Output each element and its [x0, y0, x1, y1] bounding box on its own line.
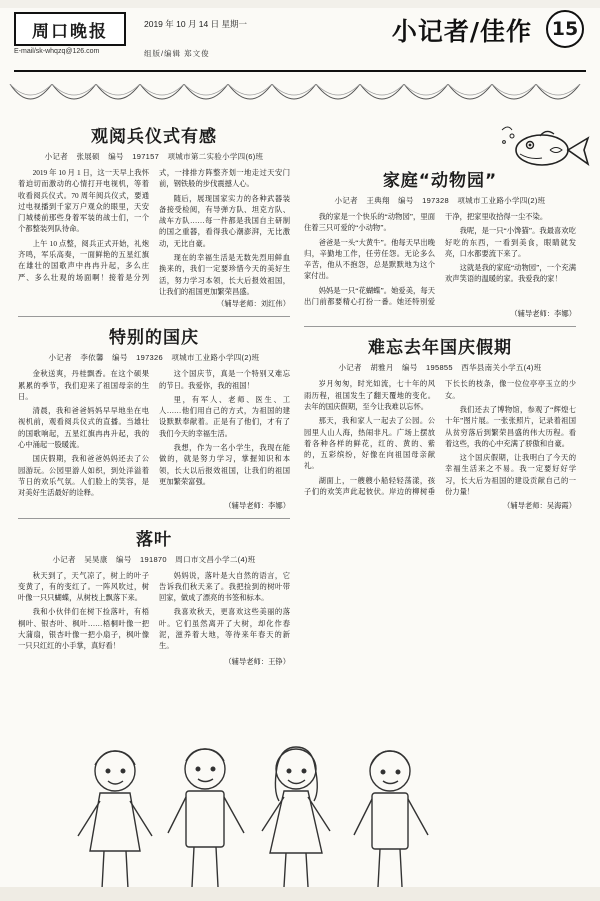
- paragraph: 现在的幸福生活是无数先烈用鲜血换来的，我们一定要珍惜今天的美好生活，努力学习本领，长大后报效祖国，让我们的祖国更加繁荣昌盛。: [159, 253, 290, 296]
- article-body: [18, 570, 290, 655]
- byline-number-label: 编号: [402, 363, 418, 373]
- byline-number: 195855: [426, 363, 453, 373]
- article-body: [18, 368, 290, 498]
- byline-school: 周口市文昌小学二(4)班: [175, 554, 256, 564]
- byline-school: 项城市工业路小学四(2)班: [457, 196, 546, 205]
- paragraph: 金秋送爽，丹桂飘香。在这个硕果累累的季节，我们迎来了祖国母亲的生日。: [18, 369, 149, 401]
- paragraph: 我想，作为一名小学生，我现在能做的，就是努力学习，掌握知识和本领，长大以后报效祖国，让我们的祖国更加繁荣富强。: [159, 443, 290, 486]
- byline-number-label: 编号: [112, 353, 128, 363]
- paragraph: 妈妈是一只“花蝴蝶”。她爱美，每天出门前都要精心打扮一番。她还特别爱干净，把家里收拾得一尘不染。: [304, 212, 548, 307]
- article-title: 落叶: [136, 529, 172, 550]
- byline-school: 项城市第二实验小学四(6)班: [167, 152, 264, 161]
- byline-name: 李依馨: [80, 353, 104, 363]
- article-3: [304, 166, 576, 319]
- paragraph: 这个国庆假期，让我明白了今天的幸福生活来之不易。我一定要好好学习，长大后为祖国的建设贡献自己的一份力量！: [445, 453, 576, 497]
- paragraph: 这个国庆节，真是一个特别又难忘的节日。我爱你，我的祖国！: [159, 369, 290, 390]
- article-tutor: （辅导老师：刘红伟）: [217, 299, 290, 309]
- article-tutor: （辅导老师：王铮）: [224, 656, 290, 666]
- byline-reporter-label: 小记者: [44, 152, 69, 161]
- article-1: [18, 323, 290, 510]
- byline-reporter-label: 小记者: [48, 353, 72, 363]
- paragraph: 国庆假期，我和爸爸妈妈还去了公园游玩。公园里游人如织，到处洋溢着节日的欢乐气氛。人们脸上的笑容，是对美好生活最好的诠释。: [18, 454, 149, 498]
- byline-name: 王典翔: [366, 196, 390, 205]
- byline-number-label: 编号: [108, 152, 124, 161]
- footer-band: [0, 887, 600, 901]
- article-title: 观阅兵仪式有感: [91, 127, 217, 147]
- byline-name: 吴昊康: [84, 554, 108, 564]
- byline-number-label: 编号: [116, 554, 132, 564]
- page-number: 15: [546, 10, 584, 48]
- left-column: [18, 116, 290, 671]
- paragraph: 那天，我和家人一起去了公园。公园里人山人海，热闹非凡。广场上摆放着各种各样的鲜花，红的、黄的、紫的，五彩缤纷，好像在向祖国母亲献礼。: [304, 416, 435, 471]
- newspaper-page: [0, 8, 600, 901]
- paragraph: 爸爸是一头“大黄牛”。他每天早出晚归，辛勤地工作，任劳任怨。无论多么辛苦，他从不抱怨，总是默默地为这个家付出。: [304, 237, 435, 281]
- article-title: 特别的国庆: [109, 328, 199, 349]
- paragraph: 我的家是一个快乐的“动物园”，里面住着三只可爱的“小动物”。: [304, 212, 435, 233]
- paragraph: 这就是我的家庭“动物园”，一个充满欢声笑语的温暖的家。我爱我的家！: [445, 263, 576, 284]
- article-body: [304, 211, 576, 307]
- paragraph: 随后，展现国家实力的各种武器装备接受检阅，有导弹方队、坦克方队、战车方队……每一件都是我国自主研制的国之重器，看得我心潮澎湃，无比激动，无比自豪。: [159, 193, 290, 248]
- paragraph: 清晨，我和爸爸妈妈早早地坐在电视机前，观看阅兵仪式的直播。当雄壮的国歌响起，五星红旗冉冉升起，我的心中涌起一股暖流。: [18, 406, 149, 450]
- byline-number: 197326: [136, 353, 163, 363]
- newspaper-logo: 周口晚报: [14, 12, 126, 46]
- paragraph: 2019 年 10 月 1 日，这一天早上我怀着迫切而激动的心情打开电视机，等着收看阅兵仪式。70 周年阅兵仪式，要通过电视播到千家万户观众的眼里，天安门城楼前那些身着军装的战士们，一个个都整装列队待命。: [18, 168, 149, 234]
- paragraph: 里，有军人、老师、医生、工人……他们用自己的方式，为祖国的建设默默奉献着。正是有了他们，才有了我们今天的幸福生活。: [159, 394, 290, 438]
- paragraph: 我呢，是一只“小馋猫”。我最喜欢吃好吃的东西，一看到美食，眼睛就发亮，口水都要流下来了。: [445, 226, 576, 258]
- article-byline: [18, 151, 290, 162]
- article-body: [304, 378, 576, 498]
- article-tutor: （辅导老师：李娜）: [510, 309, 576, 319]
- article-body: [18, 167, 290, 297]
- masthead: [14, 8, 586, 72]
- byline-number: 191870: [140, 554, 167, 564]
- byline-name: 胡雅月: [370, 363, 394, 373]
- article-title: 难忘去年国庆假期: [368, 338, 512, 359]
- paragraph: 我和小伙伴们在树下捡落叶，有梧桐叶、银杏叶、枫叶……梧桐叶像一把大蒲扇，银杏叶像一把小扇子，枫叶像一只只红红的小手掌，真好看！: [18, 607, 149, 651]
- article-byline: [18, 554, 290, 565]
- article-2: [18, 525, 290, 667]
- children-illustration: [0, 731, 600, 901]
- credits: 组版/编辑 郑文俊: [144, 49, 210, 58]
- dateline: 2019 年 10 月 14 日 星期一: [144, 19, 247, 29]
- paragraph: 妈妈说，落叶是大自然的语言，它告诉我们秋天来了。我把捡到的树叶带回家，做成了漂亮的书签和标本。: [159, 570, 290, 603]
- article-byline: [304, 362, 576, 373]
- article-byline: [18, 352, 290, 363]
- article-columns: [18, 116, 582, 671]
- paragraph: 我喜欢秋天，更喜欢这些美丽的落叶。它们虽然离开了大树，却化作春泥，滋养着大地，等待来年春天的新生。: [159, 607, 290, 651]
- paragraph: 我们还去了博物馆，参观了“辉煌七十年”图片展。一张张照片，记录着祖国从贫穷落后到繁荣昌盛的伟大历程。看着这些，我的心中充满了骄傲和自豪。: [445, 404, 576, 448]
- byline-number: 197328: [422, 196, 449, 205]
- paragraph: 上午 10 点整，阅兵正式开始，礼炮齐鸣，军乐高奏，一面鲜艳的五星红旗在雄壮的国歌声中冉冉升起，多么庄严、多么壮观的场面啊！接着是分列式，一排排方阵整齐划一地走过天安门前，钢铁般的步伐震撼人心。: [18, 168, 290, 282]
- paragraph: 湖面上，一艘艘小船轻轻荡漾，孩子们的欢笑声此起彼伏。岸边的柳树垂下长长的枝条，像一位位亭亭玉立的少女。: [304, 379, 576, 497]
- byline-number: 197157: [132, 152, 160, 161]
- byline-school: 项城市工业路小学四(2)班: [171, 353, 260, 363]
- article-4: [304, 333, 576, 510]
- paragraph: 岁月匆匆，时光如流，七十年的风雨历程，祖国发生了翻天覆地的变化。去年的国庆假期，至今让我难以忘怀。: [304, 379, 435, 411]
- byline-name: 张展硕: [76, 152, 100, 161]
- byline-reporter-label: 小记者: [334, 196, 358, 205]
- article-0: [18, 122, 290, 309]
- article-tutor: （辅导老师：吴海霞）: [503, 500, 576, 510]
- article-title: 家庭“动物园”: [382, 171, 498, 191]
- byline-school: 西华县南关小学五(4)班: [461, 363, 542, 373]
- byline-reporter-label: 小记者: [338, 363, 362, 373]
- paragraph: 秋天到了，天气凉了，树上的叶子变黄了，有的变红了。一阵风吹过，树叶像一只只蝴蝶，从树枝上飘落下来。: [18, 570, 149, 603]
- right-column: [304, 116, 576, 671]
- byline-reporter-label: 小记者: [52, 554, 76, 564]
- divider: [18, 316, 290, 317]
- article-byline: [304, 195, 576, 206]
- email-address: E-mail/sk-whqzq@126.com: [14, 48, 100, 55]
- byline-number-label: 编号: [398, 196, 414, 205]
- section-title: 小记者/佳作: [391, 17, 532, 46]
- curtain-decoration: [0, 84, 600, 120]
- article-tutor: （辅导老师：李娜）: [224, 500, 290, 510]
- divider: [18, 518, 290, 519]
- divider: [304, 326, 576, 327]
